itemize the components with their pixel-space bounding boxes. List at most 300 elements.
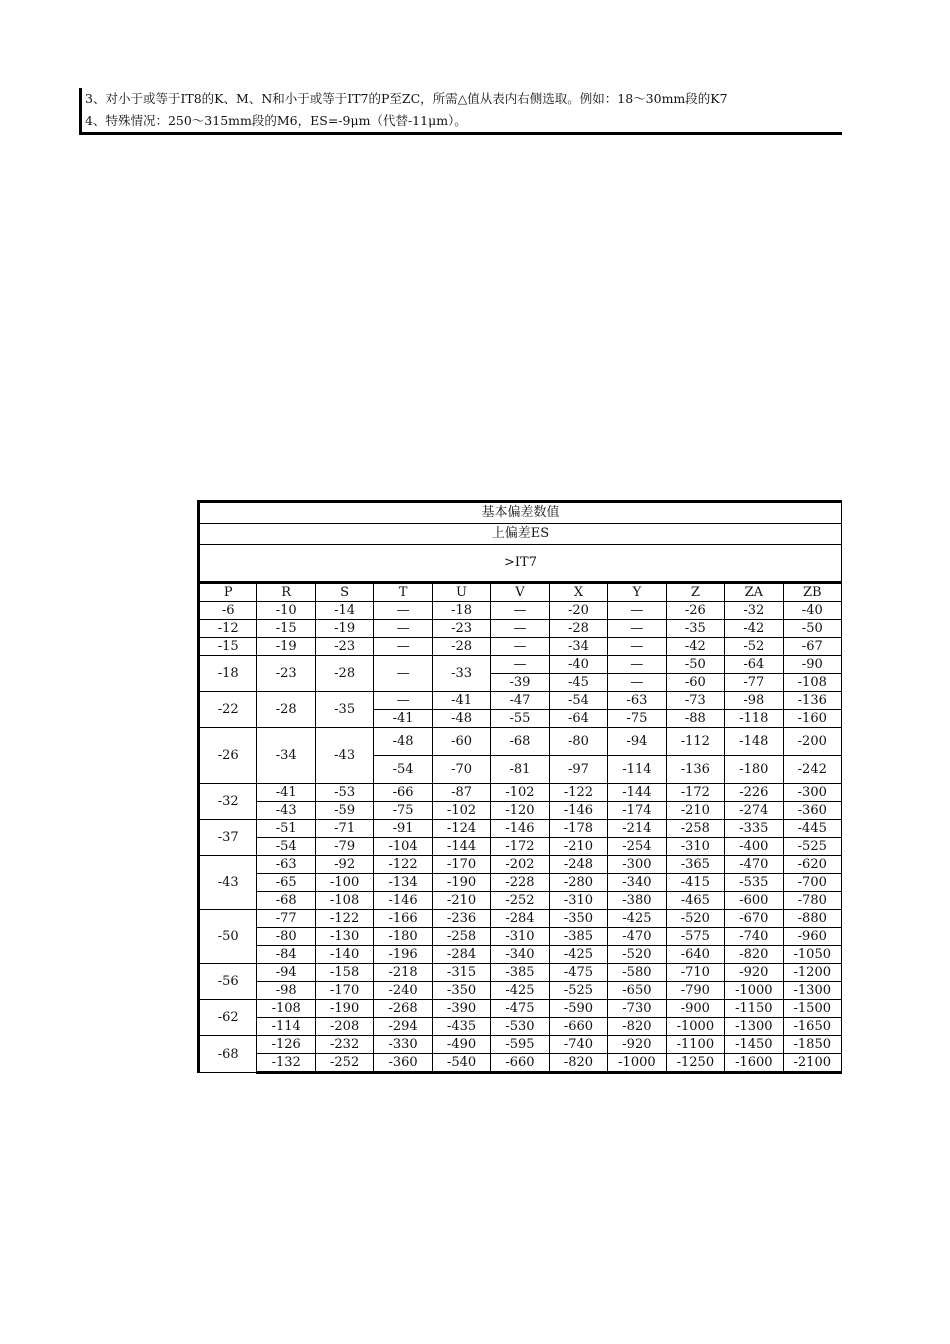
cell-za: -740 [725,928,783,946]
cell-v: — [491,620,549,638]
cell-zb: -300 [783,784,841,802]
table-row [199,1018,842,1036]
table-row [199,838,842,856]
table-title-row [199,502,842,524]
cell-u: -41 [432,692,490,710]
cell-z: -50 [666,656,724,674]
cell-zb: -880 [783,910,841,928]
table-row [199,892,842,910]
cell-x: -122 [549,784,607,802]
cell-t: -166 [374,910,432,928]
cell-s: -130 [315,928,373,946]
cell-u: -190 [432,874,490,892]
cell-u: -102 [432,802,490,820]
table-row [199,928,842,946]
cell-p: -37 [199,820,257,856]
cell-u: -18 [432,602,490,620]
table-row [199,802,842,820]
cell-zb: -360 [783,802,841,820]
cell-r: -108 [257,1000,315,1018]
cell-x: -310 [549,892,607,910]
cell-t: -180 [374,928,432,946]
cell-r: -63 [257,856,315,874]
cell-v: -475 [491,1000,549,1018]
cell-za: -1150 [725,1000,783,1018]
cell-x: -248 [549,856,607,874]
column-header-row [199,583,842,602]
table-row [199,1036,842,1054]
cell-s: -92 [315,856,373,874]
table-row [199,856,842,874]
table-row [199,964,842,982]
cell-p: -43 [199,856,257,910]
cell-u: -87 [432,784,490,802]
cell-t: -66 [374,784,432,802]
cell-za: -1600 [725,1054,783,1073]
cell-za: -400 [725,838,783,856]
cell-y: -94 [608,728,666,756]
deviation-table-area [197,500,842,1111]
cell-r: -80 [257,928,315,946]
cell-t: — [374,656,432,692]
cell-s: -158 [315,964,373,982]
cell-v: — [491,638,549,656]
cell-r: -98 [257,982,315,1000]
cell-s: -190 [315,1000,373,1018]
table-row [199,656,842,674]
cell-za: -52 [725,638,783,656]
table-row [199,820,842,838]
cell-za: -226 [725,784,783,802]
cell-t: -330 [374,1036,432,1054]
cell-x: -350 [549,910,607,928]
cell-za: -64 [725,656,783,674]
cell-za: -535 [725,874,783,892]
cell-za: -670 [725,910,783,928]
column-header: R [257,583,315,602]
table-row [199,1000,842,1018]
cell-t: -218 [374,964,432,982]
column-header: Z [666,583,724,602]
column-header: Y [608,583,666,602]
cell-v: -146 [491,820,549,838]
cell-r: -65 [257,874,315,892]
cell-za: -920 [725,964,783,982]
cell-s: -108 [315,892,373,910]
cell-y: — [608,674,666,692]
cell-zb: -1050 [783,946,841,964]
cell-z: -60 [666,674,724,692]
cell-p: -62 [199,1000,257,1036]
cell-r: -28 [257,692,315,728]
cell-v: — [491,656,549,674]
cell-p: -22 [199,692,257,728]
table-subtitle: 上偏差ES [199,524,842,545]
cell-s: -208 [315,1018,373,1036]
cell-zb: -960 [783,928,841,946]
cell-p: -56 [199,964,257,1000]
cell-x: -28 [549,620,607,638]
cell-za: -600 [725,892,783,910]
cell-v: -660 [491,1054,549,1073]
cell-x: -385 [549,928,607,946]
cell-r: -77 [257,910,315,928]
cell-x: -210 [549,838,607,856]
cell-p: -32 [199,784,257,820]
cell-x: -660 [549,1018,607,1036]
cell-u: -350 [432,982,490,1000]
cell-s: -140 [315,946,373,964]
cell-y: -425 [608,910,666,928]
table-title: 基本偏差数值 [199,502,842,524]
cell-zb: -160 [783,710,841,728]
cell-z: -35 [666,620,724,638]
table-row [199,784,842,802]
cell-u: -124 [432,820,490,838]
cell-z: -415 [666,874,724,892]
table-row [199,874,842,892]
cell-x: -525 [549,982,607,1000]
cell-t: -91 [374,820,432,838]
cell-x: -740 [549,1036,607,1054]
cell-r: -94 [257,964,315,982]
cell-u: -33 [432,656,490,692]
cell-y: -300 [608,856,666,874]
cell-x: -45 [549,674,607,692]
cell-u: -60 [432,728,490,756]
cell-p: -6 [199,602,257,620]
cell-y: -820 [608,1018,666,1036]
cell-t: -196 [374,946,432,964]
cell-z: -640 [666,946,724,964]
cell-z: -88 [666,710,724,728]
cell-u: -258 [432,928,490,946]
cell-t: -104 [374,838,432,856]
cell-zb: -136 [783,692,841,710]
cell-s: -122 [315,910,373,928]
cell-z: -1250 [666,1054,724,1073]
cell-x: -20 [549,602,607,620]
cell-r: -68 [257,892,315,910]
cell-t: -146 [374,892,432,910]
cell-y: — [608,656,666,674]
cell-u: -170 [432,856,490,874]
cell-y: -650 [608,982,666,1000]
cell-t: -360 [374,1054,432,1073]
cell-zb: -700 [783,874,841,892]
cell-s: -232 [315,1036,373,1054]
table-row [199,692,842,710]
table-grade: >IT7 [199,545,842,583]
note-3: 3、对小于或等于IT8的K、M、N和小于或等于IT7的P至ZC，所需△值从表内右侧选取。例如：18～30mm段的K7 [85,91,728,106]
cell-r: -15 [257,620,315,638]
cell-r: -43 [257,802,315,820]
cell-zb: -780 [783,892,841,910]
cell-p: -68 [199,1036,257,1073]
cell-v: -102 [491,784,549,802]
cell-z: -790 [666,982,724,1000]
cell-zb: -445 [783,820,841,838]
table-row [199,620,842,638]
column-header: P [199,583,257,602]
cell-x: -590 [549,1000,607,1018]
cell-s: -252 [315,1054,373,1073]
cell-s: -19 [315,620,373,638]
cell-x: -40 [549,656,607,674]
cell-v: -530 [491,1018,549,1036]
cell-r: -84 [257,946,315,964]
cell-s: -170 [315,982,373,1000]
notes-block [79,88,842,135]
deviation-table [197,500,842,1074]
cell-zb: -2100 [783,1054,841,1073]
cell-r: -132 [257,1054,315,1073]
cell-y: -214 [608,820,666,838]
cell-x: -146 [549,802,607,820]
cell-s: -14 [315,602,373,620]
cell-s: -43 [315,728,373,784]
cell-y: -254 [608,838,666,856]
cell-t: -122 [374,856,432,874]
column-header: X [549,583,607,602]
cell-y: -340 [608,874,666,892]
cell-t: — [374,602,432,620]
cell-x: -34 [549,638,607,656]
cell-p: -18 [199,656,257,692]
column-header: U [432,583,490,602]
cell-r: -19 [257,638,315,656]
cell-u: -236 [432,910,490,928]
table-row [199,602,842,620]
cell-u: -23 [432,620,490,638]
cell-za: -335 [725,820,783,838]
cell-y: -114 [608,756,666,784]
cell-z: -210 [666,802,724,820]
cell-v: — [491,602,549,620]
cell-z: -258 [666,820,724,838]
cell-zb: -1500 [783,1000,841,1018]
cell-r: -54 [257,838,315,856]
table-row [199,1054,842,1073]
cell-s: -35 [315,692,373,728]
cell-y: -380 [608,892,666,910]
cell-z: -1000 [666,1018,724,1036]
cell-z: -172 [666,784,724,802]
cell-z: -365 [666,856,724,874]
cell-y: -174 [608,802,666,820]
note-4: 4、特殊情况：250～315mm段的M6，ES=-9μm（代替-11μm）。 [85,113,467,128]
cell-r: -34 [257,728,315,784]
cell-z: -26 [666,602,724,620]
cell-zb: -50 [783,620,841,638]
cell-y: -144 [608,784,666,802]
cell-za: -1000 [725,982,783,1000]
cell-z: -136 [666,756,724,784]
table-row [199,728,842,756]
cell-y: -580 [608,964,666,982]
cell-p: -12 [199,620,257,638]
cell-u: -315 [432,964,490,982]
cell-zb: -1650 [783,1018,841,1036]
cell-y: -63 [608,692,666,710]
cell-u: -435 [432,1018,490,1036]
cell-y: -470 [608,928,666,946]
cell-z: -112 [666,728,724,756]
cell-x: -475 [549,964,607,982]
cell-t: -294 [374,1018,432,1036]
cell-za: -1300 [725,1018,783,1036]
cell-s: -59 [315,802,373,820]
cell-zb: -1850 [783,1036,841,1054]
cell-z: -1100 [666,1036,724,1054]
cell-t: — [374,692,432,710]
cell-v: -120 [491,802,549,820]
cell-z: -900 [666,1000,724,1018]
cell-z: -575 [666,928,724,946]
cell-v: -284 [491,910,549,928]
cell-y: -920 [608,1036,666,1054]
cell-t: -240 [374,982,432,1000]
cell-u: -28 [432,638,490,656]
cell-t: — [374,620,432,638]
column-header: ZB [783,583,841,602]
cell-v: -81 [491,756,549,784]
cell-s: -79 [315,838,373,856]
cell-zb: -40 [783,602,841,620]
cell-y: -730 [608,1000,666,1018]
cell-u: -210 [432,892,490,910]
cell-z: -310 [666,838,724,856]
table-row [199,910,842,928]
cell-r: -23 [257,656,315,692]
cell-t: -268 [374,1000,432,1018]
cell-s: -53 [315,784,373,802]
cell-v: -39 [491,674,549,692]
cell-t: -41 [374,710,432,728]
cell-v: -252 [491,892,549,910]
table-subtitle-row [199,524,842,545]
cell-x: -280 [549,874,607,892]
cell-za: -180 [725,756,783,784]
cell-x: -64 [549,710,607,728]
column-header: V [491,583,549,602]
cell-u: -70 [432,756,490,784]
cell-y: — [608,602,666,620]
column-header: S [315,583,373,602]
cell-t: -54 [374,756,432,784]
cell-v: -340 [491,946,549,964]
cell-v: -202 [491,856,549,874]
column-header: ZA [725,583,783,602]
cell-x: -425 [549,946,607,964]
cell-v: -425 [491,982,549,1000]
cell-za: -148 [725,728,783,756]
cell-za: -32 [725,602,783,620]
cell-za: -118 [725,710,783,728]
table-row [199,946,842,964]
cell-t: -75 [374,802,432,820]
column-header: T [374,583,432,602]
cell-v: -172 [491,838,549,856]
cell-r: -10 [257,602,315,620]
cell-u: -490 [432,1036,490,1054]
cell-zb: -90 [783,656,841,674]
cell-za: -98 [725,692,783,710]
cell-za: -470 [725,856,783,874]
cell-x: -80 [549,728,607,756]
cell-zb: -525 [783,838,841,856]
cell-t: -134 [374,874,432,892]
cell-v: -385 [491,964,549,982]
cell-zb: -1300 [783,982,841,1000]
table-grade-row [199,545,842,583]
cell-x: -178 [549,820,607,838]
cell-x: -97 [549,756,607,784]
cell-s: -23 [315,638,373,656]
cell-r: -51 [257,820,315,838]
cell-r: -41 [257,784,315,802]
cell-p: -50 [199,910,257,964]
cell-z: -42 [666,638,724,656]
cell-x: -54 [549,692,607,710]
cell-t: — [374,638,432,656]
cell-za: -820 [725,946,783,964]
cell-y: -1000 [608,1054,666,1073]
cell-y: — [608,620,666,638]
table-row [199,638,842,656]
table-row [199,982,842,1000]
cell-v: -55 [491,710,549,728]
cell-u: -390 [432,1000,490,1018]
cell-s: -28 [315,656,373,692]
cell-y: -520 [608,946,666,964]
cell-p: -26 [199,728,257,784]
cell-p: -15 [199,638,257,656]
cell-za: -1450 [725,1036,783,1054]
cell-v: -228 [491,874,549,892]
cell-zb: -108 [783,674,841,692]
cell-z: -73 [666,692,724,710]
cell-r: -126 [257,1036,315,1054]
cell-t: -48 [374,728,432,756]
cell-u: -284 [432,946,490,964]
cell-zb: -242 [783,756,841,784]
cell-x: -820 [549,1054,607,1073]
cell-z: -465 [666,892,724,910]
cell-v: -595 [491,1036,549,1054]
cell-z: -710 [666,964,724,982]
cell-v: -68 [491,728,549,756]
cell-v: -310 [491,928,549,946]
cell-u: -48 [432,710,490,728]
cell-za: -274 [725,802,783,820]
cell-zb: -620 [783,856,841,874]
cell-zb: -67 [783,638,841,656]
cell-y: — [608,638,666,656]
cell-s: -71 [315,820,373,838]
cell-zb: -200 [783,728,841,756]
cell-r: -114 [257,1018,315,1036]
cell-u: -540 [432,1054,490,1073]
cell-zb: -1200 [783,964,841,982]
cell-s: -100 [315,874,373,892]
cell-za: -42 [725,620,783,638]
cell-za: -77 [725,674,783,692]
cell-v: -47 [491,692,549,710]
cell-z: -520 [666,910,724,928]
cell-y: -75 [608,710,666,728]
cell-u: -144 [432,838,490,856]
